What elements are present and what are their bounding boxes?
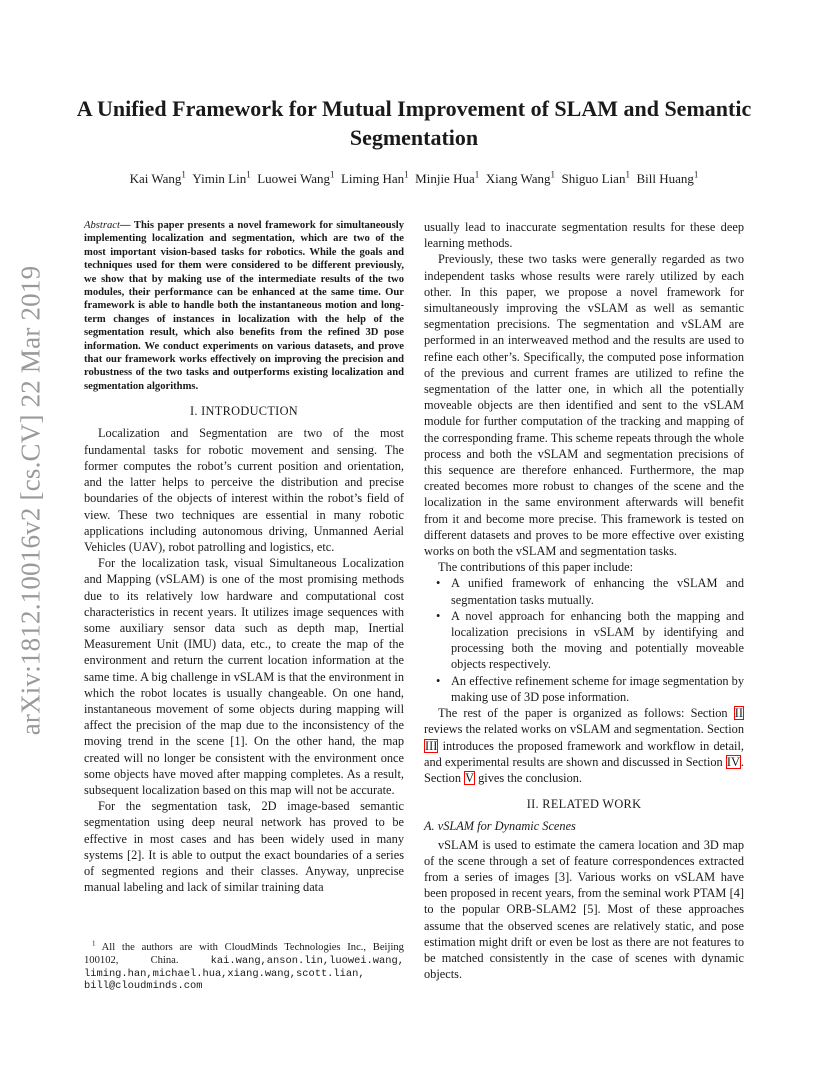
author-affiliation-marker: 1 — [625, 169, 630, 180]
author-name — [257, 171, 334, 186]
paper-title — [60, 94, 768, 152]
subsection-heading-vslam: A. vSLAM for Dynamic Scenes — [424, 819, 576, 834]
footnote-emails: kai.wang,anson.lin,luowei.wang, liming.han,michael.hua,xiang.wang,scott.lian, bill@cloudminds.com — [84, 954, 404, 993]
left-column — [84, 219, 404, 895]
section-heading-introduction: I. INTRODUCTION — [189, 404, 299, 419]
author-affiliation-marker: 1 — [246, 169, 251, 180]
author-name — [562, 171, 630, 186]
list-item: • A novel approach for enhancing both the mapping and localization precisions in vSLAM by identifying and processing both the moving and potentially moveable objects respectively. — [424, 608, 744, 673]
right-column — [424, 219, 744, 982]
author-name-text: Yimin Lin — [192, 171, 247, 186]
intro-paragraph-1: Localization and Segmentation are two of the most fundamental tasks for robotic movement and sensing. The former computes the robot’s current position and orientation, and the latter helps to perceive the distribution and precise boundaries of the objects of interest within the robot’s field of view. These two techniques are essential in many robotic applications including autonomous driving, Unmanned Aerial Vehicles (UAV), robot patrolling and logistics, etc. — [84, 426, 404, 554]
intro-paragraph-2: For the localization task, visual Simultaneous Localization and Mapping (vSLAM) is one of the most promising methods due to its relatively low hardware and computational cost characteristics in recent years. It utilizes image sequences with some auxiliary sensor data such as depth map, Inertial Measurement Unit (IMU) data, etc., to create the map of the environment and return the current location information at the same time. A big challenge in vSLAM is that the environment in which the robot locates is usually changeable. On one hand, instantaneous movement of some objects during mapping will affect the precision of the map due to the inconsistency of the moving trend in the scene [1]. On the other hand, the map created will no longer be consistent with the environment once some objects have moved after mapping completes. As a result, subsequent localization based on this map will not be accurate. — [84, 556, 404, 797]
intro-paragraph-3: For the segmentation task, 2D image-based semantic segmentation using deep neural network has proved to be effective in most cases and has been widely used in many systems [2]. It is able to output the exact boundaries of a series of segmented regions and their classes. Anyway, unprecise manual labeling and lack of similar training data — [84, 799, 404, 895]
arxiv-identifier-stamp — [14, 250, 48, 750]
abstract-label: Abstract — [84, 220, 120, 231]
related-paragraph-1: vSLAM is used to estimate the camera location and 3D map of the scene through a set of feature correspondences extracted from a series of images [3]. Various works on vSLAM have been proposed in recent years, from the seminal work PTAM [4] to the popular ORB-SLAM2 [5]. Most of these approaches assume that the observed scenes are relatively static, and pose estimation might drift or even be lost as there are not features to be matched consistently in the case of scenes with dynamic objects. — [424, 837, 744, 982]
footnote-affiliation — [84, 939, 404, 993]
author-name-text: Kai Wang — [129, 171, 182, 186]
author-name — [130, 171, 186, 186]
arxiv-identifier-text: arXiv:1812.10016v2 [cs.CV] 22 Mar 2019 — [15, 265, 46, 735]
author-affiliation-marker: 1 — [181, 169, 186, 180]
author-name-text: Minjie Hua — [415, 171, 475, 186]
contributions-list — [424, 575, 744, 705]
organization-text-a: The rest of the paper is organized as follows: Section — [438, 706, 734, 721]
organization-text-e: gives the conclusion. — [475, 770, 583, 785]
section-ref-link-ii[interactable]: II — [734, 706, 743, 721]
organization-text-b: reviews the related works on vSLAM and segmentation. Section — [424, 722, 744, 737]
author-name — [192, 171, 250, 186]
author-name-text: Bill Huang — [636, 171, 694, 186]
abstract-dash: — — [119, 220, 131, 231]
list-item: • A unified framework of enhancing the vSLAM and segmentation tasks mutually. — [424, 575, 744, 607]
organization-text-c: introduces the proposed framework and workflow in detail, and experimental results are shown and discussed in Section — [424, 738, 744, 769]
paper-organization-paragraph — [424, 705, 744, 786]
author-affiliation-marker: 1 — [474, 169, 480, 180]
section-ref-link-iv[interactable]: IV — [726, 754, 740, 769]
author-affiliation-marker: 1 — [550, 169, 556, 180]
author-name — [486, 171, 555, 186]
author-name-text: Shiguo Lian — [561, 171, 626, 186]
abstract-text: This paper presents a novel framework for simultaneously implementing localization and segmentation, which are two of the most important vision-based tasks for robotics. While the goals and techniques used for them were considered to be different previously, we show that by making use of the intermediate results of the two modules, their performance can be enhanced at the same time. Our framework is able to handle both the instantaneous motion and long-term changes of instances in localization with the help of the segmentation result, which also benefits from the refined 3D pose information. We conduct experiments on various datasets, and prove that our framework works effectively on improving the precision and robustness of the two tasks and outperforms existing localization and segmentation algorithms. — [84, 220, 404, 392]
intro-paragraph-4: Previously, these two tasks were generally regarded as two independent tasks whose results were rarely utilized by each other. In this paper, we propose a novel framework for simultaneously improving the vSLAM as well as semantic segmentation precisions. The segmentation and vSLAM are performed in an interweaved method and the results are used to refine each other’s. Specifically, the computed pose information of the previous and current frames are utilized to refine the segmentation of the latter one, in which all the potentially moveable objects are then identified and sent to the vSLAM module for further computation of the tracking and mapping of the corresponding frame. This scheme repeats through the whole process and both the vSLAM and segmentation precisions of this sequence are therefore enhanced. Furthermore, the map created becomes more robust to changes of the scene and the localization in the same environment afterwards will benefit from it and become more precise. This framework is tested on different datasets and proves to be more effective over existing works on both the vSLAM and segmentation tasks. — [424, 252, 744, 559]
author-affiliation-marker: 1 — [404, 169, 409, 180]
section-ref-link-v[interactable]: V — [465, 770, 475, 785]
author-name-text: Xiang Wang — [485, 171, 551, 186]
author-name — [341, 171, 409, 186]
section-ref-link-iii[interactable]: III — [425, 738, 438, 753]
author-name-text: Liming Han — [340, 171, 405, 186]
list-item: • An effective refinement scheme for image segmentation by making use of 3D pose information. — [424, 673, 744, 705]
organization-text-d: . Section — [424, 754, 744, 785]
author-name — [636, 171, 698, 186]
intro-paragraph-3-continued: usually lead to inaccurate segmentation results for these deep learning methods. — [424, 220, 744, 251]
footnote-text: All the authors are with CloudMinds Technologies Inc., Beijing 100102, China. — [84, 942, 404, 966]
author-list — [60, 170, 768, 188]
paper-title-line-1: A Unified Framework for Mutual Improvement of SLAM and Semantic — [76, 96, 752, 121]
abstract — [84, 219, 404, 393]
author-name — [415, 171, 479, 186]
author-affiliation-marker: 1 — [329, 169, 335, 180]
author-name-text: Luowei Wang — [257, 171, 330, 186]
section-heading-related-work: II. RELATED WORK — [526, 797, 642, 812]
contributions-intro: The contributions of this paper include: — [438, 560, 634, 575]
paper-title-line-2: Segmentation — [349, 125, 479, 150]
footnote-marker: 1 — [92, 939, 96, 948]
author-affiliation-marker: 1 — [693, 169, 699, 180]
